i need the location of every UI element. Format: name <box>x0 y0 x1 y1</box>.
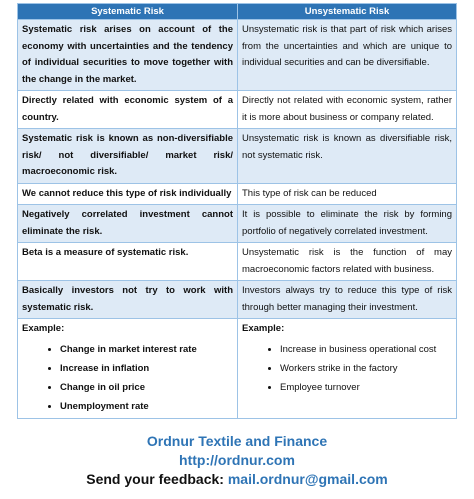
list-item: • Workers strike in the factory <box>280 359 452 378</box>
systematic-cell: We cannot reduce this type of risk individually <box>18 183 238 205</box>
unsystematic-example-cell <box>238 319 457 419</box>
table-row <box>18 205 457 243</box>
systematic-cell: Systematic risk arises on account of the economy with uncertainties and the tendency of individual securities to move together with the change in the market. <box>18 20 238 91</box>
comparison-table-container <box>17 3 456 419</box>
list-item: • Employee turnover <box>280 378 452 397</box>
systematic-cell: Beta is a measure of systematic risk. <box>18 243 238 281</box>
unsystematic-cell: Unsystematic risk is the function of may macroeconomic factors related with business. <box>238 243 457 281</box>
unsystematic-cell: Investors always try to reduce this type of risk through better managing their investment. <box>238 281 457 319</box>
systematic-cell: Basically investors not try to work with systematic risk. <box>18 281 238 319</box>
table-header-row <box>18 4 457 20</box>
header-systematic-risk: Systematic Risk <box>18 4 238 20</box>
feedback-line <box>0 471 474 487</box>
systematic-example-cell <box>18 319 238 419</box>
systematic-example-list <box>22 340 233 416</box>
comparison-table <box>17 3 457 419</box>
table-row <box>18 243 457 281</box>
systematic-cell: Directly related with economic system of a country. <box>18 91 238 129</box>
list-item: • Change in market interest rate <box>60 340 233 359</box>
table-row <box>18 183 457 205</box>
unsystematic-cell: Unsystematic risk is that part of risk which arises from the uncertainties and which are unique to individual securities and can be diversifiable. <box>238 20 457 91</box>
systematic-cell: Systematic risk is known as non-diversifiable risk/ not diversifiable/ market risk/ macroeconomic risk. <box>18 129 238 184</box>
website-link[interactable]: http://ordnur.com <box>179 452 295 468</box>
unsystematic-cell: Directly not related with economic system, rather it is more about business or company related. <box>238 91 457 129</box>
list-item: • Increase in business operational cost <box>280 340 452 359</box>
list-item: • Increase in inflation <box>60 359 233 378</box>
example-row <box>18 319 457 419</box>
list-item: • Unemployment rate <box>60 397 233 416</box>
unsystematic-cell: This type of risk can be reduced <box>238 183 457 205</box>
table-row <box>18 91 457 129</box>
unsystematic-cell: It is possible to eliminate the risk by forming portfolio of negatively correlated investment. <box>238 205 457 243</box>
table-row <box>18 281 457 319</box>
unsystematic-example-list <box>242 340 452 397</box>
example-title: Example: <box>22 323 65 334</box>
table-row <box>18 20 457 91</box>
systematic-cell: Negatively correlated investment cannot eliminate the risk. <box>18 205 238 243</box>
unsystematic-cell: Unsystematic risk is known as diversifiable risk, not systematic risk. <box>238 129 457 184</box>
table-row <box>18 129 457 184</box>
header-unsystematic-risk: Unsystematic Risk <box>238 4 457 20</box>
list-item: • Change in oil price <box>60 378 233 397</box>
brand-name: Ordnur Textile and Finance <box>146 433 328 449</box>
feedback-label: Send your feedback: <box>86 471 228 487</box>
email-link[interactable]: mail.ordnur@gmail.com <box>227 471 388 487</box>
example-title: Example: <box>242 323 285 334</box>
